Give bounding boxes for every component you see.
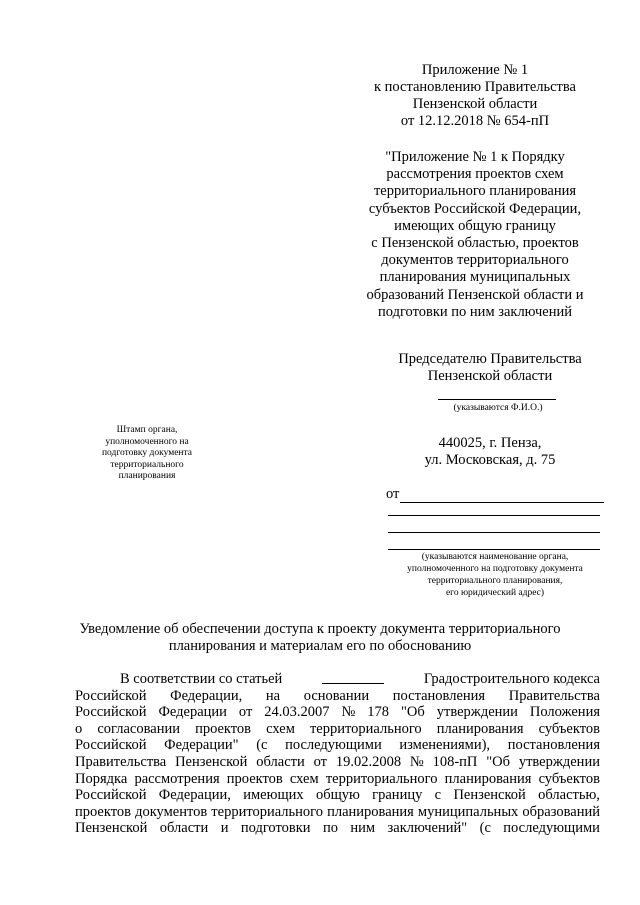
- body-word: Федерации,: [170, 687, 243, 704]
- body-word: субъектов: [538, 770, 600, 787]
- body-word: "Об: [401, 704, 425, 721]
- body-word: образований: [522, 803, 600, 820]
- body-word: планирования: [436, 720, 524, 737]
- body-word: Российской: [75, 704, 147, 721]
- body-word: Пензенской: [75, 820, 148, 837]
- body-word: №: [341, 704, 356, 721]
- appendix-line: от 12.12.2018 № 654-пП: [400, 113, 550, 129]
- body-line: [75, 671, 600, 688]
- stamp-line: Штамп органа,: [116, 425, 178, 435]
- body-word: Пензенской: [175, 753, 248, 770]
- body-word: Правительства: [508, 687, 600, 704]
- stamp-line: уполномоченного на: [105, 436, 189, 447]
- from-label: от: [386, 486, 400, 502]
- body-word: схем: [289, 770, 319, 787]
- body-word: о: [75, 720, 83, 737]
- body-line: [75, 704, 600, 721]
- body-line-end: Градостроительного кодекса: [423, 671, 600, 687]
- body-word: с: [434, 787, 442, 804]
- body-word: Российской: [75, 787, 147, 804]
- recipient-block: [370, 351, 610, 385]
- body-line: [75, 787, 600, 804]
- body-word: от: [313, 753, 327, 770]
- quote-line: подготовки по ним заключений: [378, 303, 572, 320]
- body-word: основании: [303, 687, 370, 704]
- body-word: подготовки: [240, 820, 311, 837]
- body-word: последующими: [503, 820, 600, 837]
- body-word: утверждении: [518, 753, 600, 770]
- body-word: общую: [315, 787, 360, 804]
- org-note-line: его юридический адрес): [445, 588, 545, 598]
- body-word: Российской: [75, 687, 147, 704]
- body-word: области: [256, 753, 305, 770]
- body-word: границу: [372, 787, 423, 804]
- body-word: Федерации: [158, 704, 227, 721]
- quote-line: субъектов Российской Федерации,: [368, 200, 582, 217]
- from-blank-line: [388, 515, 600, 516]
- body-word: муниципальных: [417, 803, 519, 820]
- body-word: утверждении: [436, 704, 518, 721]
- fio-note: (указываются Ф.И.О.): [453, 403, 543, 413]
- body-word: проектов: [75, 803, 131, 820]
- body-word: Положения: [529, 704, 600, 721]
- org-note-line: территориального планирования,: [427, 576, 563, 586]
- body-word: 108-пП: [432, 753, 478, 770]
- body-line: [75, 737, 600, 754]
- body-word: территориального: [325, 770, 438, 787]
- quote-line: имеющих общую границу: [394, 217, 556, 234]
- body-word: 19.02.2008: [335, 753, 402, 770]
- article-blank-line: [322, 671, 384, 684]
- quote-line: территориального планирования: [373, 183, 577, 200]
- stamp-placeholder: [82, 425, 212, 483]
- body-word: на: [265, 687, 281, 704]
- body-word: последующими: [285, 737, 382, 754]
- body-word: планирования: [327, 803, 414, 820]
- body-word: Пензенской: [453, 787, 526, 804]
- body-word: (с: [256, 737, 268, 754]
- body-word: документов: [135, 803, 208, 820]
- body-word: изменениями),: [399, 737, 491, 754]
- body-word: от: [238, 704, 253, 721]
- org-note-line: (указываются наименование органа,: [421, 552, 569, 562]
- stamp-line: планирования: [118, 471, 176, 481]
- from-blank-line: [388, 549, 600, 550]
- body-word: Федерации": [164, 737, 239, 754]
- body-word: территориального: [211, 803, 323, 820]
- body-line: [75, 754, 600, 771]
- body-word: планирования: [444, 770, 532, 787]
- appendix-line: Пензенской области: [412, 96, 538, 112]
- body-word: заключений": [387, 820, 468, 837]
- body-word: рассмотрения: [134, 770, 220, 787]
- body-word: схем: [266, 720, 295, 737]
- recipient-line: Председателю Правительства: [398, 351, 582, 367]
- body-word: Российской: [75, 737, 147, 754]
- fio-blank-line: [438, 399, 556, 400]
- stamp-line: подготовку документа: [101, 448, 193, 458]
- body-word: Правительства: [75, 753, 167, 770]
- body-word: 178: [367, 704, 390, 721]
- title-line: планирования и материалам его по обоснованию: [168, 638, 472, 654]
- address-line: 440025, г. Пенза,: [438, 435, 542, 451]
- body-word: 24.03.2007: [264, 704, 330, 721]
- recipient-line: Пензенской области: [427, 368, 553, 384]
- org-note-line: уполномоченного на подготовку документа: [407, 564, 583, 574]
- body-word: территориального: [309, 720, 422, 737]
- organization-note: [382, 551, 608, 599]
- appendix-header: [340, 62, 610, 130]
- body-word: (с: [479, 820, 491, 837]
- body-word: согласовании: [97, 720, 180, 737]
- body-word: субъектов: [538, 720, 600, 737]
- body-word: имеющих: [243, 787, 304, 804]
- quote-line: рассмотрения проектов схем: [386, 166, 564, 183]
- body-word: №: [409, 753, 424, 770]
- document-title: [70, 621, 570, 655]
- quote-line: планирования муниципальных: [379, 269, 571, 286]
- recipient-address: [370, 435, 610, 469]
- body-word: "Об: [486, 753, 510, 770]
- from-field: [386, 486, 604, 503]
- title-line: Уведомление об обеспечении доступа к проекту документа территориального: [79, 621, 561, 637]
- from-blank-line: [388, 532, 600, 533]
- body-word: области: [159, 820, 209, 837]
- body-paragraph: [75, 671, 600, 837]
- appendix-line: Приложение № 1: [421, 62, 529, 78]
- quote-line: с Пензенской областью, проектов: [371, 235, 579, 252]
- body-word: по: [322, 820, 338, 837]
- stamp-line: территориального: [110, 459, 184, 470]
- body-word: проектов: [195, 720, 252, 737]
- body-word: проектов: [226, 770, 283, 787]
- body-line: [75, 804, 600, 821]
- body-word: Порядка: [75, 770, 128, 787]
- body-line-start: В соответствии со статьей: [120, 671, 283, 687]
- quote-line: "Приложение № 1 к Порядку: [385, 149, 565, 165]
- quoted-appendix-header: [340, 149, 610, 321]
- body-word: ним: [350, 820, 376, 837]
- quote-line: документов территориального: [381, 252, 569, 269]
- quote-line: образований Пензенской области и: [366, 286, 584, 303]
- body-word: постановления: [507, 737, 600, 754]
- appendix-line: к постановлению Правительства: [374, 79, 576, 95]
- address-line: ул. Московская, д. 75: [424, 452, 556, 468]
- from-blank-line: [400, 489, 604, 503]
- body-line: [75, 688, 600, 705]
- body-word: областью,: [538, 787, 600, 804]
- body-word: постановления: [392, 687, 486, 704]
- body-line: [75, 771, 600, 788]
- body-line: [75, 721, 600, 738]
- body-word: Федерации,: [158, 787, 231, 804]
- body-line: [75, 820, 600, 837]
- body-word: и: [220, 820, 229, 837]
